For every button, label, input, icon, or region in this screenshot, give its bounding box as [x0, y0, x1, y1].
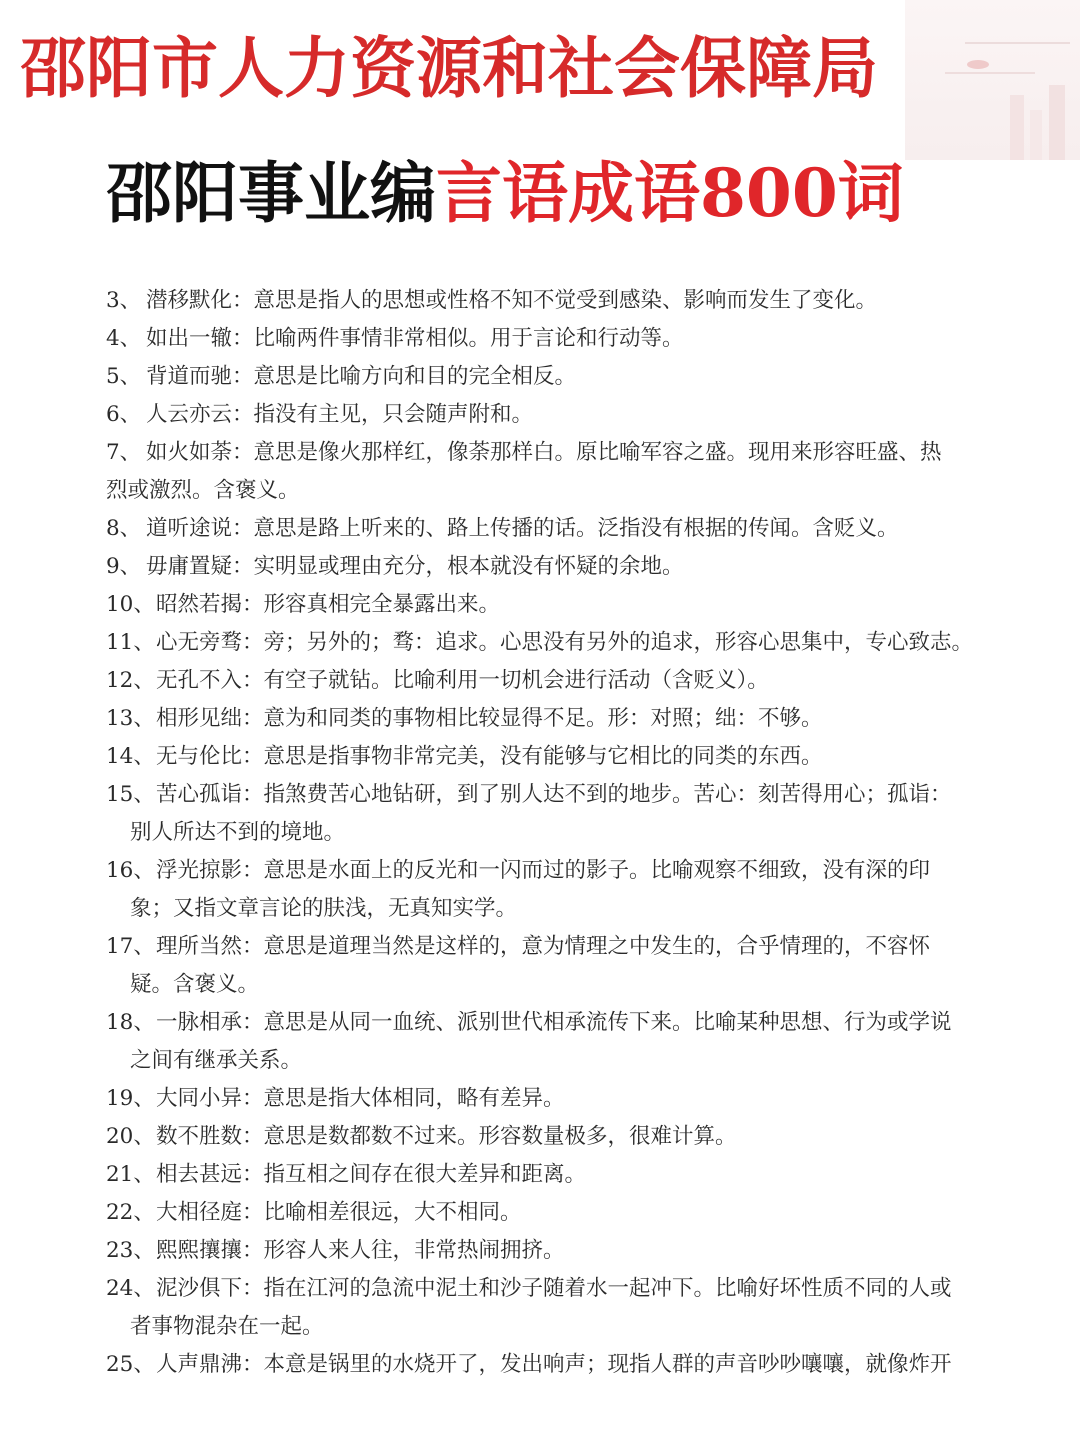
- item-text: 无与伦比：意思是指事物非常完美，没有能够与它相比的同类的东西。: [156, 744, 823, 769]
- page-title: [106, 154, 904, 232]
- item-text: 昭然若揭：形容真相完全暴露出来。: [156, 592, 501, 617]
- item-text: 浮光掠影：意思是水面上的反光和一闪而过的影子。比喻观察不细致，没有深的印: [156, 858, 931, 883]
- item-number: 15、: [106, 782, 155, 807]
- item-text: 人声鼎沸：本意是锅里的水烧开了，发出响声；现指人群的声音吵吵嚷嚷，就像炸开: [156, 1352, 952, 1377]
- list-item-continuation: 别人所达不到的境地。: [130, 820, 346, 845]
- list-item: [106, 290, 877, 312]
- item-number: 22、: [106, 1200, 155, 1225]
- list-item: [106, 1240, 565, 1262]
- item-text: 相形见绌：意为和同类的事物相比较显得不足。形：对照；绌：不够。: [156, 706, 823, 731]
- list-item: [106, 860, 930, 882]
- list-item: [106, 404, 533, 426]
- item-text: 熙熙攘攘：形容人来人往，非常热闹拥挤。: [156, 1238, 565, 1263]
- list-item: [106, 518, 899, 540]
- item-number: 20、: [106, 1124, 155, 1149]
- item-text: 道听途说：意思是路上听来的、路上传播的话。泛指没有根据的传闻。含贬义。: [146, 516, 899, 541]
- item-number: 13、: [106, 706, 155, 731]
- list-item-continuation: 者事物混杂在一起。: [130, 1314, 324, 1339]
- item-number: 10、: [106, 592, 155, 617]
- item-number: 21、: [106, 1162, 155, 1187]
- item-number: 9、: [106, 554, 142, 579]
- list-item-continuation: 疑。含褒义。: [130, 972, 260, 997]
- list-item: [106, 1126, 737, 1148]
- list-item: [106, 1354, 952, 1376]
- page-title-black: 邵阳事业编: [106, 154, 436, 232]
- item-text: 潜移默化：意思是指人的思想或性格不知不觉受到感染、影响而发生了变化。: [146, 288, 878, 313]
- list-item: [106, 1278, 952, 1300]
- corner-decoration: [905, 0, 1080, 160]
- list-item: [106, 1088, 565, 1110]
- item-text: 相去甚远：指互相之间存在很大差异和距离。: [156, 1162, 587, 1187]
- list-item: [106, 632, 973, 654]
- item-text: 如出一辙：比喻两件事情非常相似。用于言论和行动等。: [146, 326, 684, 351]
- item-number: 25、: [106, 1352, 155, 1377]
- list-item: [106, 670, 769, 692]
- item-number: 7、: [106, 440, 142, 465]
- list-item: [106, 556, 684, 578]
- item-number: 6、: [106, 402, 142, 427]
- item-number: 23、: [106, 1238, 155, 1263]
- item-number: 18、: [106, 1010, 155, 1035]
- list-item-continuation: 象；又指文章言论的肤浅，无真知实学。: [130, 896, 518, 921]
- item-text: 人云亦云：指没有主见，只会随声附和。: [146, 402, 534, 427]
- item-text: 一脉相承：意思是从同一血统、派别世代相承流传下来。比喻某种思想、行为或学说: [156, 1010, 952, 1035]
- item-number: 4、: [106, 326, 142, 351]
- item-number: 8、: [106, 516, 142, 541]
- item-text: 泥沙俱下：指在江河的急流中泥土和沙子随着水一起冲下。比喻好坏性质不同的人或: [156, 1276, 952, 1301]
- item-number: 12、: [106, 668, 155, 693]
- item-number: 24、: [106, 1276, 155, 1301]
- item-text: 苦心孤诣：指煞费苦心地钻研，到了别人达不到的地步。苦心：刻苦得用心；孤诣：: [156, 782, 952, 807]
- item-text: 理所当然：意思是道理当然是这样的，意为情理之中发生的，合乎情理的，不容怀: [156, 934, 931, 959]
- list-item-continuation: 之间有继承关系。: [130, 1048, 303, 1073]
- list-item: [106, 1202, 522, 1224]
- list-item: [106, 442, 942, 464]
- item-text: 毋庸置疑：实明显或理由充分，根本就没有怀疑的余地。: [146, 554, 684, 579]
- list-item: [106, 328, 684, 350]
- item-text: 如火如荼：意思是像火那样红，像荼那样白。原比喻军容之盛。现用来形容旺盛、热: [146, 440, 942, 465]
- list-item: [106, 1012, 952, 1034]
- list-item: [106, 366, 576, 388]
- item-number: 14、: [106, 744, 155, 769]
- item-number: 5、: [106, 364, 142, 389]
- item-text: 背道而驰：意思是比喻方向和目的完全相反。: [146, 364, 577, 389]
- list-item: [106, 746, 823, 768]
- item-text: 心无旁骛：旁；另外的；骛：追求。心思没有另外的追求，形容心思集中，专心致志。: [156, 630, 974, 655]
- list-item: [106, 1164, 586, 1186]
- page-title-red: 言语成语800词: [436, 154, 904, 232]
- item-number: 3、: [106, 288, 142, 313]
- item-text: 大相径庭：比喻相差很远，大不相同。: [156, 1200, 522, 1225]
- item-text: 无孔不入：有空子就钻。比喻利用一切机会进行活动（含贬义）。: [156, 668, 769, 693]
- item-number: 11、: [106, 630, 155, 655]
- item-text: 大同小异：意思是指大体相同，略有差异。: [156, 1086, 565, 1111]
- item-text: 数不胜数：意思是数都数不过来。形容数量极多，很难计算。: [156, 1124, 737, 1149]
- list-item-continuation: 烈或激烈。含褒义。: [106, 478, 300, 503]
- item-number: 17、: [106, 934, 155, 959]
- list-item: [106, 784, 952, 806]
- organization-title: 邵阳市人力资源和社会保障局: [20, 30, 878, 107]
- item-number: 16、: [106, 858, 155, 883]
- list-item: [106, 594, 500, 616]
- item-number: 19、: [106, 1086, 155, 1111]
- list-item: [106, 708, 823, 730]
- list-item: [106, 936, 930, 958]
